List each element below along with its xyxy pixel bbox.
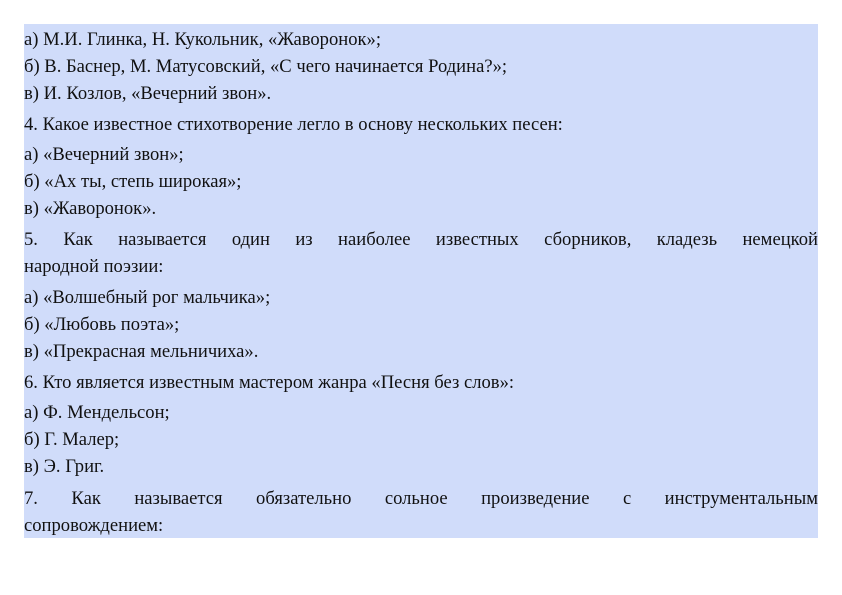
question-text: 4. Какое известное стихотворение легло в основу нескольких песен:: [24, 114, 563, 135]
answer-b: б) Г. Малер;: [24, 429, 120, 450]
answer-b: б) В. Баснер, М. Матусовский, «С чего начинается Родина?»;: [24, 56, 508, 77]
answers-q4: [24, 141, 818, 222]
question-5: [24, 226, 818, 280]
question-text-line-1: 5. Как называется один из наиболее известных сборников, кладезь немецкой: [24, 229, 818, 250]
answer-a: а) Ф. Мендельсон;: [24, 402, 170, 423]
question-text-line-1: 7. Как называется обязательно сольное произведение с инструментальным: [24, 488, 818, 509]
answer-a: а) М.И. Глинка, Н. Кукольник, «Жаворонок»;: [24, 29, 382, 50]
question-6: [24, 369, 818, 396]
question-7: [24, 485, 818, 539]
question-text-line-2: сопровождением:: [24, 515, 164, 536]
answer-a: а) «Вечерний звон»;: [24, 144, 184, 165]
answer-c: в) И. Козлов, «Вечерний звон».: [24, 83, 272, 104]
answer-c: в) Э. Григ.: [24, 456, 105, 477]
answer-c: в) «Прекрасная мельничиха».: [24, 341, 259, 362]
question-text: 6. Кто является известным мастером жанра «Песня без слов»:: [24, 372, 515, 393]
answer-a: а) «Волшебный рог мальчика»;: [24, 287, 271, 308]
answer-c: в) «Жаворонок».: [24, 198, 157, 219]
answer-b: б) «Ах ты, степь широкая»;: [24, 171, 242, 192]
answers-q6: [24, 399, 818, 480]
quiz-page: [24, 24, 818, 538]
question-text-line-2: народной поэзии:: [24, 256, 164, 277]
question-4: [24, 111, 818, 138]
answer-b: б) «Любовь поэта»;: [24, 314, 180, 335]
answers-q5: [24, 284, 818, 365]
answers-q2: [24, 26, 818, 107]
